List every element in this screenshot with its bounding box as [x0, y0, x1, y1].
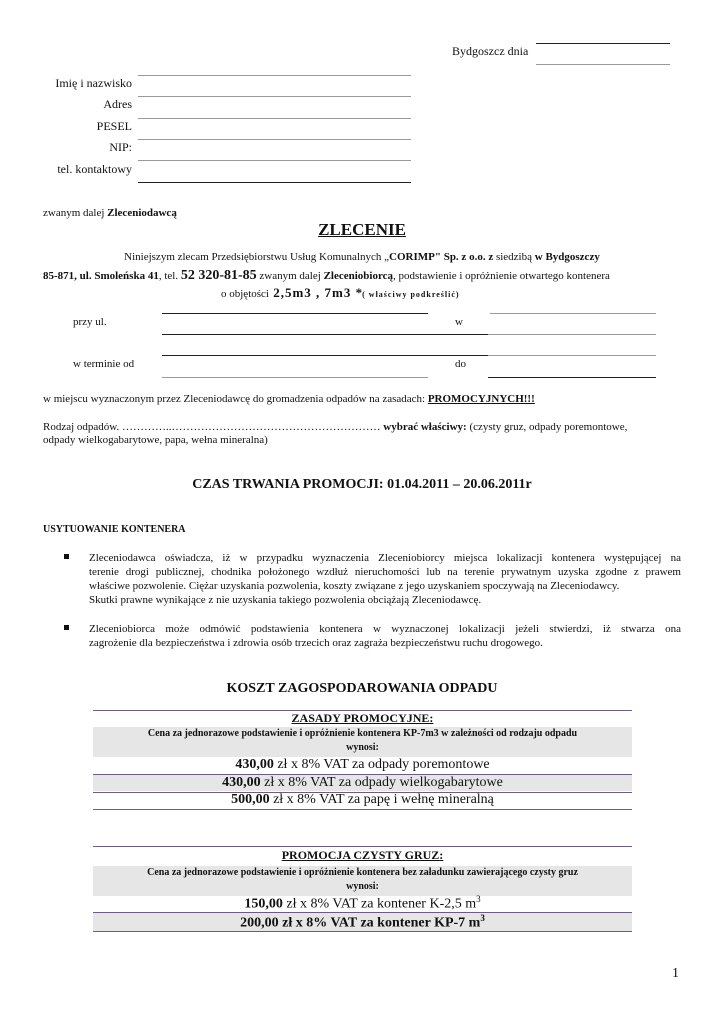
- field-label-nip: NIP:: [109, 140, 132, 154]
- table1-row: 430,00 zł x 8% VAT za odpady poremontowe: [235, 757, 490, 772]
- placement-heading: USYTUOWANIE KONTENERA: [43, 524, 186, 535]
- intro-line-1: Niniejszym zlecam Przedsiębiorstwu Usług Komunalnych „CORIMP" Sp. z o.o. z siedzibą w Bydgoszczy: [124, 251, 600, 263]
- rule: [93, 931, 632, 932]
- rule: [162, 355, 488, 356]
- placement-bullet-2: Zleceniobiorca może odmówić podstawienia kontenera w wyznaczonej lokalizacji jeżeli stwierdzi, iż stwarza ona zagrożenie dla bezpieczeństwa i zdrowia osób trzecich oraz zagraża bezpieczeństwu ruchu drogowego.: [89, 623, 681, 649]
- document-title: ZLECENIE: [318, 220, 406, 239]
- waste-line-2: odpady wielkogabarytowe, papa, wełna mineralna): [43, 434, 268, 446]
- bullet-icon: [64, 625, 69, 630]
- table2-row: 200,00 zł x 8% VAT za kontener KP-7 $m^3$: [93, 913, 632, 932]
- rule: [93, 846, 632, 847]
- nip-input-line[interactable]: [138, 160, 411, 161]
- to-input-line[interactable]: [488, 377, 656, 378]
- field-label-name: Imię i nazwisko: [55, 76, 132, 90]
- city-input-line[interactable]: [488, 334, 656, 335]
- table1-row: 500,00 zł x 8% VAT za papę i wełnę mineralną: [231, 792, 494, 807]
- rule: [490, 313, 656, 314]
- placement-bullet-1: Zleceniodawca oświadcza, iż w przypadku wyznaczenia Zleceniobiorcy miejsca lokalizacji kontenera występującej na terenie drogi publicznej, chodnika położonego wzdłuż nieruchomości lub na terenie prywatnym uzyska zgodne z prawem właściwe pozwolenie. Ciężar uzyskania pozwolenia, koszty związane z jego uzyskaniem spoczywają na Zleceniodawcy. Skutki prawne wynikające z nie uzyskania takiego pozwolenia obciążają Zleceniodawcę.: [89, 552, 681, 606]
- table1-row: 430,00 zł x 8% VAT za odpady wielkogabarytowe: [93, 775, 632, 791]
- field-label-address: Adres: [103, 97, 132, 111]
- from-input-line[interactable]: [162, 377, 428, 378]
- place-line: w miejscu wyznaczonym przez Zleceniodawcę do gromadzenia odpadów na zasadach: PROMOCYJNYCH!!!: [43, 393, 535, 405]
- street-label: przy ul.: [73, 316, 107, 328]
- table2-row: 150,00 zł x 8% VAT za kontener K-2,5 $m^3$: [244, 894, 481, 912]
- field-label-phone: tel. kontaktowy: [57, 162, 132, 176]
- table1-desc: Cena za jednorazowe podstawienie i opróżnienie kontenera KP-7m3 w zależności od rodzaju odpadu wynosi:: [93, 727, 632, 757]
- field-line: [138, 75, 411, 76]
- name-input-line[interactable]: [138, 96, 411, 97]
- client-called: zwanym dalej Zleceniodawcą: [43, 207, 177, 219]
- intro-line-2: 85-871, ul. Smoleńska 41, tel. 52 320-81-85 zwanym dalej Zleceniobiorcą, podstawienie i opróżnienie otwartego kontenera: [43, 268, 610, 283]
- date-line-top: [536, 43, 670, 44]
- table2-desc: Cena za jednorazowe podstawienie i opróżnienie kontenera bez załadunku zawierającego czysty gruz wynosi:: [93, 866, 632, 896]
- rule: [488, 355, 656, 356]
- promo-period: CZAS TRWANIA PROMOCJI: 01.04.2011 – 20.06.2011r: [192, 477, 532, 492]
- from-label: w terminie od: [73, 358, 135, 370]
- address-input-line[interactable]: [138, 118, 411, 119]
- field-label-pesel: PESEL: [96, 119, 132, 133]
- cost-heading: KOSZT ZAGOSPODAROWANIA ODPADU: [226, 681, 498, 696]
- rule: [93, 809, 632, 810]
- city-label: w: [455, 316, 463, 328]
- pesel-input-line[interactable]: [138, 139, 411, 140]
- phone-input-line[interactable]: [138, 182, 411, 183]
- city-date-label: Bydgoszcz dnia: [452, 44, 529, 58]
- table1-title: ZASADY PROMOCYJNE:: [291, 711, 434, 725]
- table2-title: PROMOCJA CZYSTY GRUZ:: [281, 848, 444, 862]
- page-number: 1: [672, 966, 679, 981]
- to-label: do: [455, 358, 466, 370]
- rule: [162, 313, 428, 314]
- waste-line-1: Rodzaj odpadów. …………..………………………………………………… wybrać właściwy: (czysty gruz, odpady poremontowe,: [43, 421, 628, 433]
- street-input-line[interactable]: [162, 334, 488, 335]
- intro-line-3: o objętości 2,5m3 , 7m3 *( właściwy podkreślić): [221, 285, 460, 300]
- bullet-icon: [64, 554, 69, 559]
- date-input-line[interactable]: [536, 64, 670, 65]
